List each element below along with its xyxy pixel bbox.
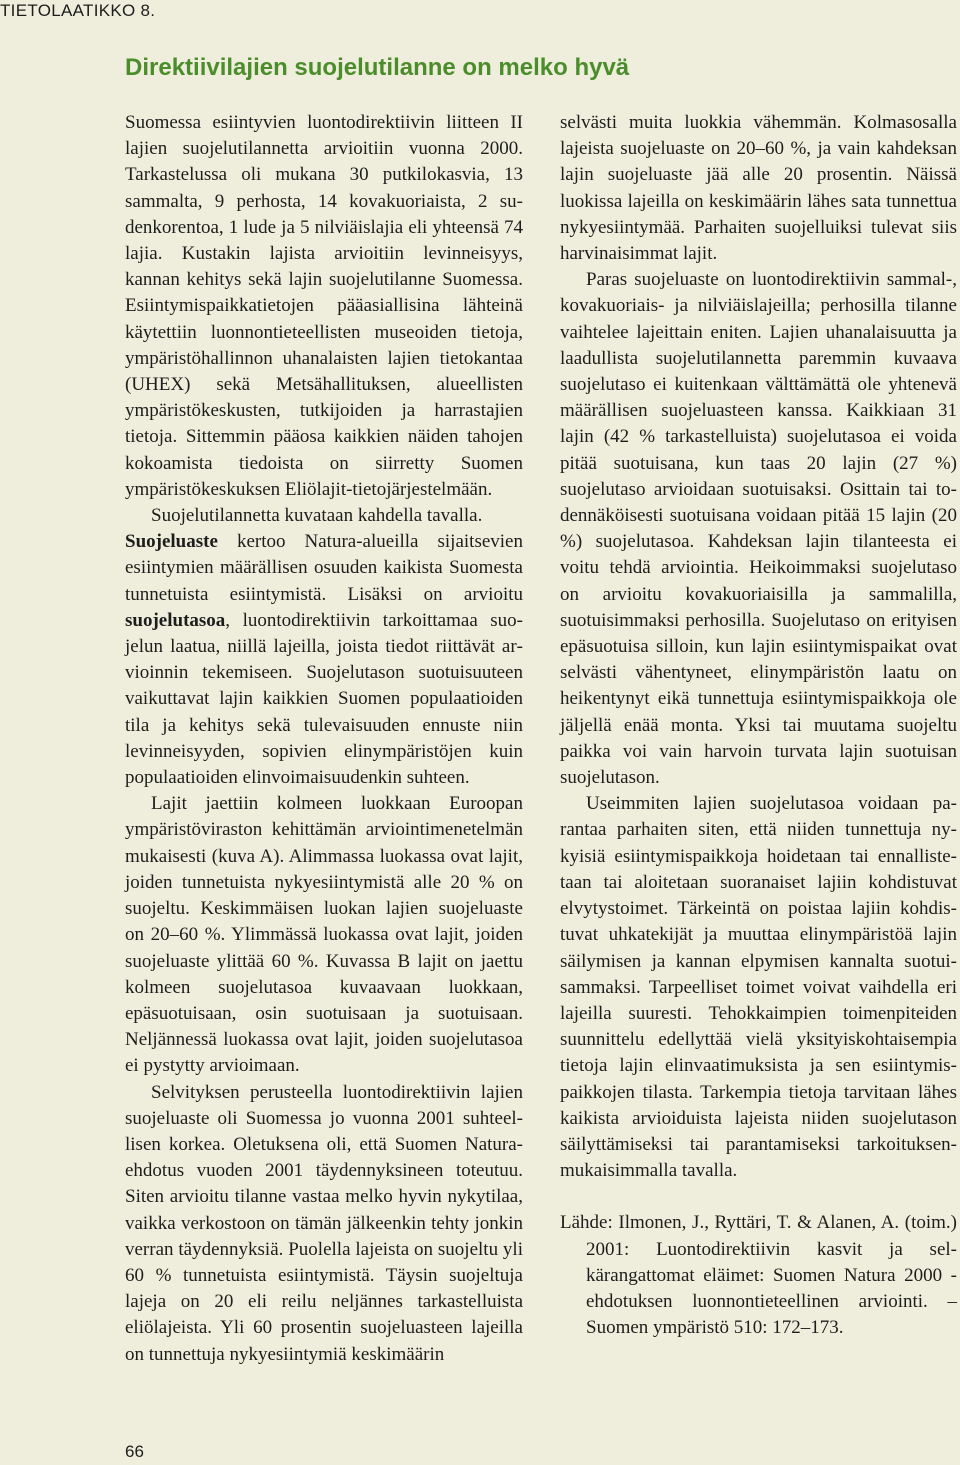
paragraph-results-continued: selvästi muita luokkia vähemmän. Kolmasosalla lajeista suojeluaste on 20–60 %, ja vain kahdeksan lajin suojeluaste jää alle 20 prosentin. Näissä luokissa lajeilla on keskimäärin lähes sata tunnettua nykyesiintymää. Parhaiten suojelluiksi tulevat siis harvinaisimmat lajit. (560, 112, 957, 265)
paragraph-improvement: Useimmiten lajien suojelutasoa voidaan parantaa parhaiten siten, että niiden tunnettuja nykyisiä esiintymispaikkoja hoidetaan tai ennallistetaan tai aloitetaan suoranaiset lajiin kohdistuvat elvytystoimet. Tärkeintä on poistaa lajiin kohdistuvat uhkatekijät ja muuttaa elinympäristöä lajin säilymisen ja kannan elpymisen kannalta suotuisammaksi. Tarpeelliset toimet voivat vaihdella eri lajeilla suuresti. Tehokkaimpien toimenpiteiden suunnittelu edellyttää vielä yksityiskohtaisempia tietoja lajin elinvaatimuksista ja sen esiintymispaikkojen tilasta. Tarkempia tietoja tarvitaan lähes kaikista arvioiduista lajeista niiden suojelutason säilyttämiseksi tai parantamiseksi tarkoituksenmukaisimmalla tavalla. (560, 793, 957, 1182)
paragraph-two-ways: Suojelutilannetta kuvataan kahdella tavalla. (151, 505, 483, 527)
source-reference: Lähde: Ilmonen, J., Ryttäri, T. & Alanen, A. (toim.) 2001: Luontodirektiivin kasvit ja selkärangattomat eläimet: Suomen Natura 2000 -ehdotuksen luonnontieteellinen arviointi. – Suomen ympäristö 510: 172–173. (560, 1212, 957, 1339)
paragraph-protection-level: Paras suojeluaste on luontodirektiivin sammal-, kovakuoriais- ja nilviäislajeilla; perhosilla tilanne vaihtelee lajeittain eniten. Lajien uhanalaisuutta ja laadullista suojelutilannetta paremmin kuvaava suojelutaso ei kuitenkaan välttämättä ole yhtenevä määrällisen suojeluasteen kanssa. Kaikkiaan 31 lajin (42 % tarkastelluista) suojelutasoa ei voida pitää suotuisana, kun taas 20 lajin (27 %) suojelutaso arvioidaan suotuisaksi. Osittain tai todennäköisesti suotuisana voidaan pitää 15 lajin (20 %) suojelutasoa. Kahdeksan lajin tilanteesta ei voitu tehdä arviointia. Heikoimmaksi suojelutaso on arvioitu kovakuoriaisilla ja sammalilla, suotuisimmaksi perhosilla. Suojelutaso on erityisen epäsuotuisa silloin, kun lajin esiintymispaikat ovat selvästi vähentyneet, elinympäristön laatu on heikentynyt eikä tunnettuja esiintymispaikkoja ole jäljellä enää monta. Yksi tai muutama suojeltu paikka voi vain harvoin turvata lajin suotuisan suojelutason. (560, 269, 957, 789)
definitions-text-b: , luontodirektiivin tarkoittamaa suojelun laatua, niillä lajeilla, joista tiedot riittävät arvioinnin tekemiseen. Suojelutason suotuisuuteen vaikuttavat lajin kaikkien Suomen populaatioiden tila ja kehitys sekä tulevaisuuden ennuste niin levinneisyyden, sopivien elinympäristöjen kuin populaatioiden elinvoimaisuudenkin suhteen. (125, 609, 523, 789)
box-label: TIETOLAATIKKO 8. (0, 1, 156, 20)
keyword-suojeluaste: Suojeluaste (125, 531, 218, 553)
right-column (560, 110, 957, 1341)
box-title: Direktiivilajien suojelutilanne on melko hyvä (125, 54, 630, 81)
paragraph-intro: Suomessa esiintyvien luontodirektiivin liitteen II lajien suojelutilannetta arvioitiin vuonna 2000. Tarkastelussa oli mukana 30 putkilokasvia, 13 sammalta, 9 perhosta, 14 kovakuoriaista, 2 sudenkorentoa, 1 lude ja 5 nilviäislajia eli yhteensä 74 lajia. Kustakin lajista arvioitiin levinneisyys, kannan kehitys sekä lajin suojelutilanne Suomessa. Esiintymispaikkatietojen pääasiallisina lähteinä käytettiin luonnontieteellisten museoiden tietoja, ympäristöhallinnon uhanalaisten lajien tietokantaa (UHEX) sekä Metsähallituksen, alueellisten ympäristökeskusten, tutkijoiden ja harrastajien tietoja. Sittemmin pääosa kaikkien näiden tahojen kokoamista tiedoista on siirretty Suomen ympäristökeskuksen Eliölajit-tietojärjestelmään. (125, 112, 523, 500)
paragraph-results: Selvityksen perusteella luontodirektiivin lajien suojeluaste oli Suomessa jo vuonna 2001 suhteellisen korkea. Oletuksena oli, että Suomen Naturaehdotus vuoden 2001 täydennyksineen toteutuu. Siten arvioitu tilanne vastaa melko hyvin nykytilaa, vaikka verkostoon on tämän jälkeenkin tehty jonkin verran täydennyksiä. Puolella lajeista on suojeltu yli 60 % tunnetuista esiintymistä. Täysin suojeltuja lajeja on 20 eli reilu neljännes tarkastelluista eliölajeista. Yli 60 prosentin suojeluasteen lajeilla on tunnettuja nykyesiintymiä keskimäärin (125, 1081, 523, 1365)
left-column (125, 110, 523, 1368)
definitions-text-a: kertoo Natura-alueilla sijaitsevien esiintymien määrällisen osuuden kaikista Suomesta tunnetuista esiintymistä. Lisäksi on arvioitu (125, 531, 523, 605)
page-number: 66 (125, 1442, 144, 1461)
paragraph-definitions (125, 529, 523, 791)
paragraph-classes: Lajit jaettiin kolmeen luokkaan Euroopan ympäristöviraston kehittämän arviointimenetelmän mukaisesti (kuva A). Alimmassa luokassa ovat lajit, joiden tunnetuista nykyesiintymistä alle 20 % on suojeltu. Keskimmäisen luokan lajien suojeluaste on 20–60 %. Ylimmässä luokassa ovat lajit, joiden suojeluaste ylittää 60 %. Kuvassa B lajit on jaettu kolmeen suojelutasoa kuvaavaan luokkaan, epäsuotuisaan, osin suotuisaan ja suotuisaan. Neljännessä luokassa ovat lajit, joiden suojelutasoa ei pystytty arvioimaan. (125, 793, 523, 1077)
keyword-suojelutaso: suojelutasoa (125, 609, 226, 631)
